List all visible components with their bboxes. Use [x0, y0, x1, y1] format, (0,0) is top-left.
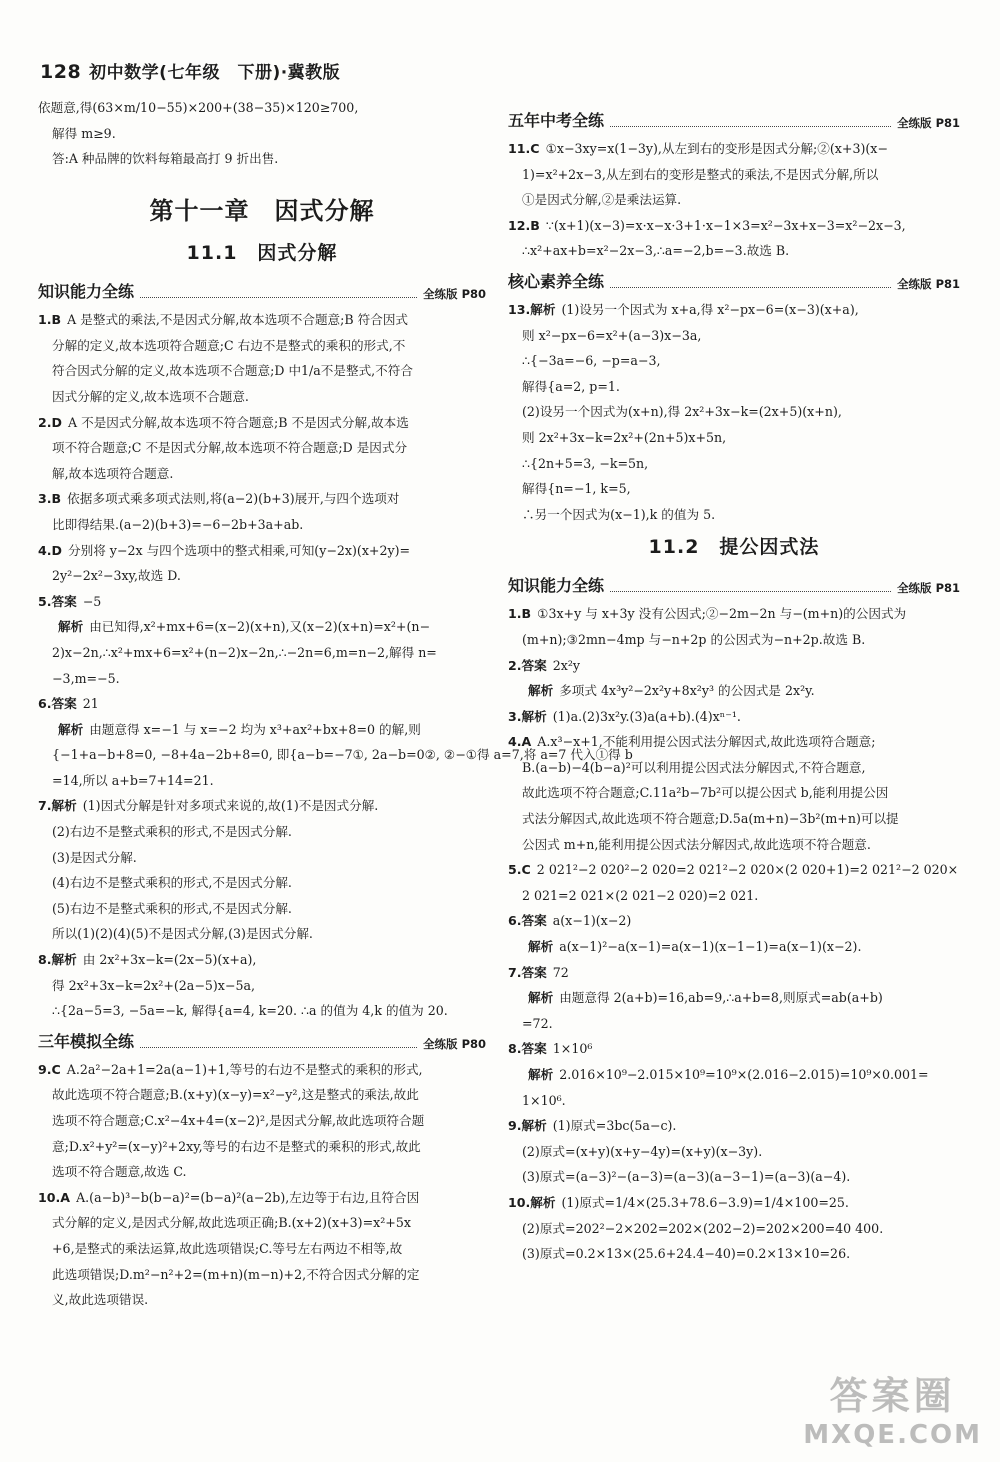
answer-line — [508, 1016, 960, 1032]
answer-line — [508, 353, 960, 369]
answer-text: ①是因式分解,②是乘法运算. — [522, 192, 682, 208]
watermark-url: MXQE.COM — [803, 1420, 982, 1450]
answer-key: 解析 — [528, 990, 554, 1006]
answer-line — [38, 517, 486, 533]
answer-text: =72. — [522, 1015, 553, 1031]
answer-line — [38, 594, 486, 610]
answer-text: 得 2x²+3x−k=2x²+(2a−5)x−5a, — [52, 977, 255, 993]
answer-line — [508, 990, 960, 1006]
answer-text: 故此选项不符合题意;C.11a²b−7b²可以提公因式 b,能利用提公因 — [522, 785, 889, 801]
answer-text: 2)x−2n,∴x²+mx+6=x²+(n−2)x−2n,∴−2n=6,m=n−2,解得 n= — [52, 644, 437, 660]
answer-text: 意;D.x²+y²=(x−y)²+2xy,等号的右边不是整式的乘积的形式,故此 — [52, 1138, 421, 1154]
answer-key: 解析 — [58, 721, 84, 737]
answer-text: 故此选项不符合题意;B.(x+y)(x−y)=x²−y²,这是整式的乘法,故此 — [52, 1087, 419, 1103]
answer-line — [508, 1221, 960, 1237]
answer-text: A.x³−x+1,不能利用提公因式法分解因式,故此选项符合题意; — [537, 734, 876, 750]
section-title: 知识能力全练 — [508, 576, 605, 596]
answer-line — [38, 440, 486, 456]
intro-block — [38, 100, 486, 167]
answer-line — [508, 965, 960, 981]
answer-line — [508, 379, 960, 395]
answer-line — [508, 218, 960, 234]
answer-line — [508, 683, 960, 699]
section-header-knowledge-2 — [508, 573, 960, 596]
subsection-title: 11.1 因式分解 — [186, 242, 338, 265]
answer-text: a(x−1)²−a(x−1)=a(x−1)(x−1−1)=a(x−1)(x−2). — [559, 939, 862, 955]
book-title: 初中数学(七年级 下册)·冀教版 — [89, 63, 341, 83]
answer-text: ∵(x+1)(x−3)=x·x−x·3+1·x−1×3=x²−3x+x−3=x²−2x−3, — [545, 217, 906, 233]
answer-line — [508, 632, 960, 648]
answer-line — [38, 722, 486, 738]
answer-text: (4)右边不是整式乘积的形式,不是因式分解. — [52, 875, 292, 891]
answer-line — [38, 568, 486, 584]
answer-line — [38, 543, 486, 559]
answer-key: 解析 — [58, 619, 84, 635]
answer-text: 由题意得 x=−1 与 x=−2 均为 x³+ax²+bx+8=0 的解,则 — [89, 721, 421, 737]
answer-line — [508, 1093, 960, 1109]
section-header-core — [508, 269, 960, 292]
answer-line — [38, 363, 486, 379]
answer-text: (2)原式=(x+y)(x+y−4y)=(x+y)(x−3y). — [522, 1143, 763, 1159]
leader-dots — [610, 126, 891, 127]
answer-line — [38, 619, 486, 635]
answer-line — [38, 901, 486, 917]
answer-text: (m+n);③2mn−4mp 与−n+2p 的公因式为−n+2p.故选 B. — [522, 631, 866, 647]
answer-text: (1)原式=1/4×(25.3+78.6−3.9)=1/4×100=25. — [561, 1194, 849, 1210]
right-column — [508, 100, 960, 1272]
answer-text: =14,所以 a+b=7+14=21. — [52, 772, 214, 788]
answer-line — [38, 773, 486, 789]
answer-line — [508, 302, 960, 318]
answer-text: (3)是因式分解. — [52, 849, 137, 865]
answer-line — [38, 747, 633, 763]
answer-key: 7.解析 — [38, 798, 77, 814]
answer-text: (1)设另一个因式为 x+a,得 x²−px−6=(x−3)(x+a), — [561, 301, 859, 317]
answer-line — [38, 824, 486, 840]
answer-line — [508, 760, 960, 776]
answer-text: 2y²−2x²−3xy,故选 D. — [52, 568, 181, 584]
answer-text: A 是整式的乘法,不是因式分解,故本选项不合题意;B 符合因式 — [67, 312, 409, 328]
answer-text: 符合因式分解的定义,故本选项不合题意;D 中1/a不是整式,不符合 — [52, 363, 413, 379]
answer-line — [508, 167, 960, 183]
answer-text: −5 — [82, 593, 102, 609]
answer-line — [508, 1195, 960, 1211]
answer-line: 答:A 种品牌的饮料每箱最高打 9 折出售. — [52, 151, 279, 167]
answer-text: 式法分解因式,故此选项不符合题意;D.5a(m+n)−3b²(m+n)可以提 — [522, 811, 899, 827]
answer-key: 9.解析 — [508, 1118, 547, 1134]
answers-core — [508, 302, 960, 523]
answer-line — [38, 875, 486, 891]
answer-key: 1.B — [38, 312, 62, 328]
answer-key: 3.解析 — [508, 708, 547, 724]
answer-line — [38, 978, 486, 994]
answer-line — [508, 658, 960, 674]
answer-text: 选项不符合题意,故选 C. — [52, 1164, 187, 1180]
answer-key: 4.A — [508, 734, 532, 750]
answer-text: (2)原式=202²−2×202=202×(202−2)=202×200=40 400. — [522, 1220, 884, 1236]
answer-line — [508, 481, 960, 497]
answers-exam — [508, 141, 960, 259]
answer-line — [508, 811, 960, 827]
answer-key: 2.D — [38, 414, 63, 430]
answer-text: 解得{a=2, p=1. — [522, 378, 620, 394]
answer-text: 则 x²−px−6=x²+(a−3)x−3a, — [522, 327, 702, 343]
answer-line — [508, 1169, 960, 1185]
answer-key: 5.C — [508, 862, 531, 878]
answer-text: 此选项错误;D.m²−n²+2=(m+n)(m−n)+2,不符合因式分解的定 — [52, 1266, 420, 1282]
answer-line — [38, 798, 486, 814]
answer-key: 1.B — [508, 606, 532, 622]
answer-line: 解得 m≥9. — [52, 125, 116, 141]
answer-text: −3,m=−5. — [52, 670, 120, 686]
answer-line — [508, 507, 960, 523]
answer-key: 10.解析 — [508, 1194, 556, 1210]
answer-text: (5)右边不是整式乘积的形式,不是因式分解. — [52, 900, 292, 916]
edition-ref: 全练版 P80 — [423, 1036, 486, 1051]
answer-text: 2 021²−2 020²−2 020=2 021²−2 020×(2 020+1)=2 021²−2 020× — [536, 862, 959, 878]
answer-line — [508, 192, 960, 208]
answer-line — [508, 1118, 960, 1134]
answer-line — [508, 888, 960, 904]
chapter-title: 第十一章 因式分解 — [149, 197, 375, 226]
answer-key: 解析 — [528, 683, 554, 699]
answer-line — [38, 926, 486, 942]
subsection-title-2: 11.2 提公因式法 — [648, 536, 820, 559]
watermark — [803, 1365, 982, 1450]
answer-line — [38, 466, 486, 482]
answer-line — [508, 606, 960, 622]
answer-text: (3)原式=(a−3)²−(a−3)=(a−3)(a−3−1)=(a−3)(a−4). — [522, 1169, 851, 1185]
answer-text: 式分解的定义,是因式分解,故此选项正确;B.(x+2)(x+3)=x²+5x — [52, 1215, 411, 1231]
answer-text: A 不是因式分解,故本选项不符合题意;B 不是因式分解,故本选 — [68, 414, 409, 430]
answer-line — [508, 734, 960, 750]
answer-text: 2.016×10⁹−2.015×10⁹=10⁹×(2.016−2.015)=10⁹×0.001= — [559, 1067, 929, 1082]
page-header — [40, 58, 340, 83]
section-title: 知识能力全练 — [38, 282, 135, 302]
answer-line — [508, 1067, 960, 1083]
answer-line — [38, 312, 486, 328]
answer-line — [508, 913, 960, 929]
answer-text: ∴{2n+5=3, −k=5n, — [522, 455, 649, 471]
answer-line — [38, 1241, 486, 1257]
answer-line — [508, 141, 960, 157]
answer-line — [508, 862, 960, 878]
answer-text: 比即得结果.(a−2)(b+3)=−6−2b+3a+ab. — [52, 516, 304, 532]
answer-text: 解,故本选项符合题意. — [52, 465, 174, 481]
answer-text: +6,是整式的乘法运算,故此选项错误;C.等号左右两边不相等,故 — [52, 1240, 403, 1256]
answer-line — [508, 709, 960, 725]
answer-text: 由 2x²+3x−k=(2x−5)(x+a), — [82, 952, 257, 968]
answer-line — [38, 389, 486, 405]
answer-line — [508, 404, 960, 420]
answer-text: ∴{−3a=−6, −p=a−3, — [522, 353, 661, 369]
answer-text: 1×10⁶. — [522, 1092, 566, 1108]
answer-text: 1)=x²+2x−3,从左到右的变形是整式的乘法,不是因式分解,所以 — [522, 166, 879, 182]
answer-text: 依据多项式乘多项式法则,将(a−2)(b+3)展开,与四个选项对 — [67, 491, 400, 507]
answer-text: ∴{2a−5=3, −5a=−k, 解得{a=4, k=20. ∴a 的值为 4,k 的值为 20. — [52, 1003, 448, 1019]
answer-line — [508, 243, 960, 259]
answer-text: (1)a.(2)3x²y.(3)a(a+b).(4)xⁿ⁻¹. — [552, 708, 741, 724]
section-header-mock — [38, 1029, 486, 1052]
answer-line — [508, 1041, 960, 1057]
answer-key: 解析 — [528, 939, 554, 955]
answer-line — [38, 1087, 486, 1103]
answer-text: ∴另一个因式为(x−1),k 的值为 5. — [522, 506, 716, 522]
answer-text: 由题意得 2(a+b)=16,ab=9,∴a+b=8,则原式=ab(a+b) — [559, 990, 883, 1006]
answer-text: 21 — [82, 696, 99, 712]
watermark-logo-text: 答案圈 — [829, 1374, 956, 1418]
answer-line — [38, 952, 486, 968]
answer-key: 8.答案 — [508, 1041, 547, 1057]
answer-text: (2)右边不是整式乘积的形式,不是因式分解. — [52, 824, 292, 840]
answer-key: 13.解析 — [508, 301, 556, 317]
answer-key: 5.答案 — [38, 593, 77, 609]
answer-text: 所以(1)(2)(4)(5)不是因式分解,(3)是因式分解. — [52, 926, 313, 942]
answer-text: 因式分解的定义,故本选项不合题意. — [52, 388, 249, 404]
section-title: 核心素养全练 — [508, 271, 605, 291]
leader-dots — [610, 287, 891, 288]
answer-line — [38, 1113, 486, 1129]
answer-key: 11.C — [508, 141, 540, 156]
answer-text: B.(a−b)−4(b−a)²可以利用提公因式法分解因式,不符合题意, — [522, 759, 866, 775]
answer-line — [508, 837, 960, 853]
answer-line — [508, 939, 960, 955]
answer-key: 6.答案 — [38, 696, 77, 712]
answer-text: 项不符合题意;C 不是因式分解,故本选项不符合题意;D 是因式分 — [52, 440, 408, 456]
answer-text: 则 2x²+3x−k=2x²+(2n+5)x+5n, — [522, 429, 727, 445]
answer-text: 选项不符合题意;C.x²−4x+4=(x−2)²,是因式分解,故此选项符合题 — [52, 1113, 425, 1128]
leader-dots — [610, 591, 891, 592]
answer-line — [38, 1139, 486, 1155]
edition-ref: 全练版 P80 — [423, 287, 486, 302]
page-number: 128 — [40, 61, 82, 83]
answer-text: 由已知得,x²+mx+6=(x−2)(x+n),又(x−2)(x+n)=x²+(n− — [89, 619, 431, 635]
answer-key: 12.B — [508, 217, 540, 233]
answer-line — [38, 1062, 486, 1078]
answer-text: (2)设另一个因式为(x+n),得 2x²+3x−k=(2x+5)(x+n), — [522, 404, 842, 420]
section-title: 三年模拟全练 — [38, 1031, 135, 1051]
answer-text: ①x−3xy=x(1−3y),从左到右的变形是因式分解;②(x+3)(x− — [545, 141, 888, 156]
answers-mock — [38, 1062, 486, 1308]
answer-line — [508, 1144, 960, 1160]
leader-dots — [140, 297, 417, 298]
answer-line — [38, 671, 486, 687]
answer-line — [38, 1267, 486, 1283]
answer-key: 9.C — [38, 1061, 61, 1077]
answer-line: 依题意,得(63×m/10−55)×200+(38−35)×120≥700, — [38, 100, 359, 115]
answer-text: ∴x²+ax+b=x²−2x−3,∴a=−2,b=−3.故选 B. — [522, 243, 790, 259]
answer-key: 8.解析 — [38, 952, 77, 968]
edition-ref: 全练版 P81 — [897, 581, 960, 596]
answer-text: 解得{n=−1, k=5, — [522, 481, 631, 497]
answer-key: 7.答案 — [508, 964, 547, 980]
answer-key: 6.答案 — [508, 913, 547, 929]
answer-key: 解析 — [528, 1067, 554, 1082]
answer-text: 2 021=2 021×(2 021−2 020)=2 021. — [522, 887, 759, 903]
answer-key: 3.B — [38, 491, 62, 507]
edition-ref: 全练版 P81 — [897, 116, 960, 130]
answer-text: 公因式 m+n,能利用提公因式法分解因式,故此选项不符合题意. — [522, 836, 871, 852]
leader-dots — [140, 1047, 417, 1048]
edition-ref: 全练版 P81 — [897, 276, 960, 291]
answer-key: 4.D — [38, 542, 63, 558]
answer-key: 2.答案 — [508, 657, 547, 673]
answer-text: a(x−1)(x−2) — [552, 913, 632, 929]
answer-text: 72 — [552, 964, 569, 980]
answer-line — [38, 1292, 486, 1308]
answer-line — [508, 328, 960, 344]
answers-knowledge-2 — [508, 606, 960, 1262]
answer-text: (1)因式分解是针对多项式来说的,故(1)不是因式分解. — [82, 798, 379, 814]
answer-text: A.2a²−2a+1=2a(a−1)+1,等号的右边不是整式的乘积的形式, — [66, 1061, 423, 1077]
answer-text: 1×10⁶ — [552, 1041, 593, 1057]
section-header-knowledge — [38, 279, 486, 302]
answer-text: (1)原式=3bc(5a−c). — [552, 1118, 677, 1134]
answer-text: 分别将 y−2x 与四个选项中的整式相乘,可知(y−2x)(x+2y)= — [68, 542, 411, 558]
answer-line — [508, 785, 960, 801]
answer-line — [38, 850, 486, 866]
answer-line — [508, 1246, 960, 1262]
answer-line — [508, 430, 960, 446]
answer-line — [38, 1164, 486, 1180]
answer-text: 2x²y — [552, 657, 581, 673]
answer-line — [508, 456, 960, 472]
answer-text: (3)原式=0.2×13×(25.6+24.4−40)=0.2×13×10=26. — [522, 1246, 851, 1262]
answer-text: 义,故此选项错误. — [52, 1292, 149, 1308]
answer-line — [38, 415, 486, 431]
answer-line — [38, 491, 486, 507]
answer-text: ①3x+y 与 x+3y 没有公因式;②−2m−2n 与−(m+n)的公因式为 — [537, 606, 907, 622]
answer-line — [38, 645, 486, 661]
answer-key: 10.A — [38, 1189, 71, 1205]
answer-line — [38, 1215, 486, 1231]
answer-text: {−1+a−b+8=0, −8+4a−2b+8=0, 即{a−b=−7①, 2a−b=0②, ②−①得 a=7,将 a=7 代入①得 b — [52, 747, 633, 763]
answer-line — [38, 696, 486, 712]
answer-text: 多项式 4x³y²−2x²y+8x²y³ 的公因式是 2x²y. — [559, 683, 815, 699]
answer-text: 分解的定义,故本选项符合题意;C 右边不是整式的乘积的形式,不 — [52, 337, 406, 353]
answer-line — [38, 338, 486, 354]
answer-line — [38, 1190, 486, 1206]
answer-text: A.(a−b)³−b(b−a)²=(b−a)²(a−2b),左边等于右边,且符合因 — [76, 1189, 420, 1205]
answer-line — [38, 1003, 486, 1019]
section-header-exam — [508, 108, 960, 131]
section-title: 五年中考全练 — [508, 111, 605, 130]
